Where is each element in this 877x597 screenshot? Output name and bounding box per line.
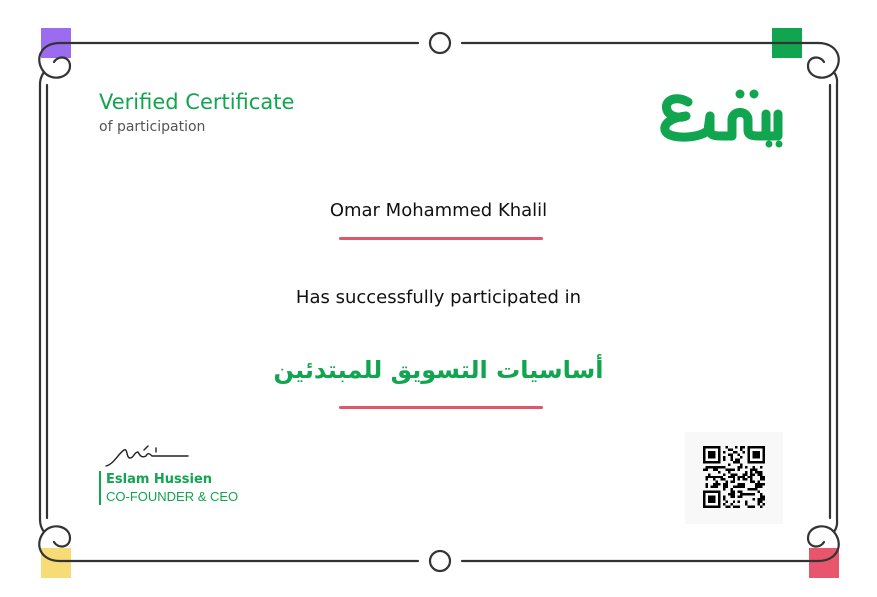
signer-block [99, 471, 238, 505]
qr-code[interactable] [685, 432, 783, 524]
signer-name: Eslam Hussien [106, 472, 213, 487]
signature-icon [104, 442, 194, 470]
corner-square-red [809, 548, 839, 578]
corner-square-yellow [41, 548, 71, 578]
recipient-underline [339, 237, 543, 240]
course-name: أساسيات التسويق للمبتدئين [273, 356, 604, 384]
recipient-name: Omar Mohammed Khalil [329, 200, 548, 221]
qr-code-icon [703, 446, 765, 508]
course-underline [339, 406, 543, 409]
certificate-subtitle: of participation [99, 119, 206, 135]
brand-logo-icon [650, 80, 795, 150]
scroll-top-right [808, 43, 839, 85]
top-ornament-circle [430, 33, 450, 53]
certificate-title: Verified Certificate [99, 90, 295, 114]
signer-role: CO-FOUNDER & CEO [106, 489, 239, 504]
participation-statement: Has successfully participated in [295, 287, 582, 308]
bottom-ornament-circle [430, 551, 450, 571]
